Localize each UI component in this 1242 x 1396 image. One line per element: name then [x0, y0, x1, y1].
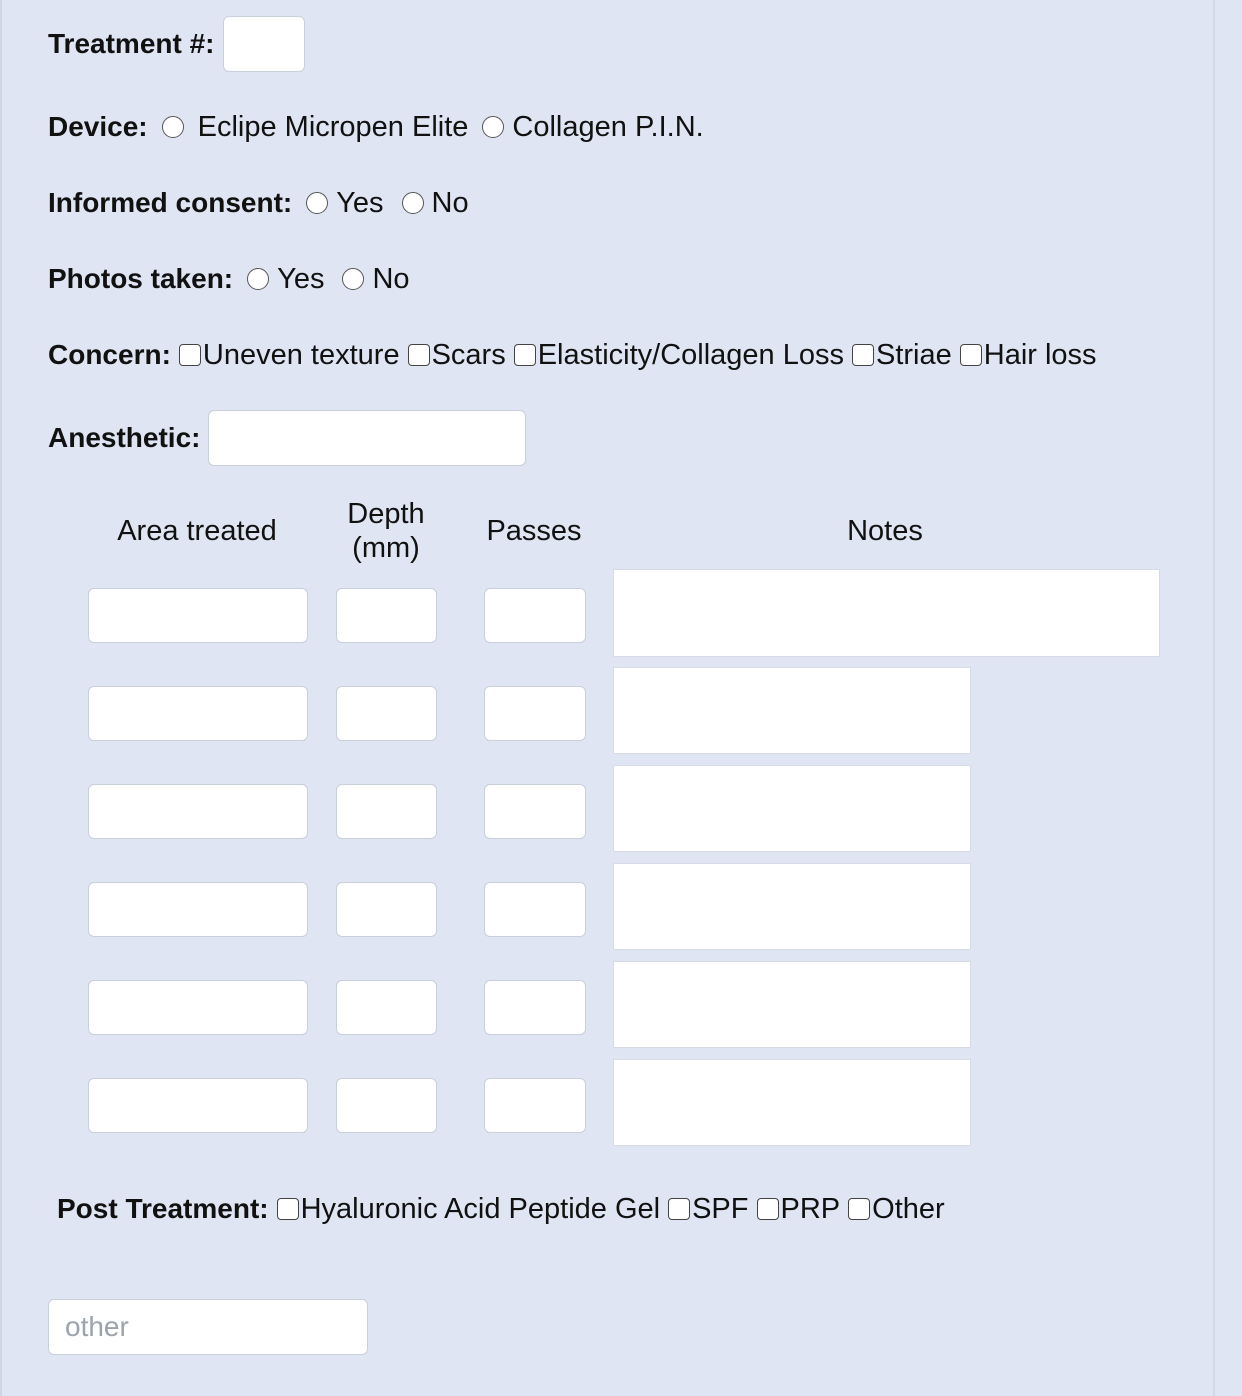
consent-option-no: No	[431, 186, 469, 219]
post-option-spf: SPF	[692, 1192, 749, 1225]
area-treated-input[interactable]	[88, 686, 308, 741]
treatment-number-row	[48, 16, 305, 72]
post-treatment-row	[57, 1190, 945, 1228]
concern-checkbox-uneven-texture[interactable]	[179, 344, 201, 366]
device-label: Device:	[48, 111, 148, 142]
concern-option-elasticity: Elasticity/Collagen Loss	[537, 338, 844, 371]
passes-input[interactable]	[484, 882, 586, 937]
header-depth-line1: Depth	[347, 498, 425, 530]
anesthetic-label: Anesthetic:	[48, 422, 201, 453]
concern-option-scars: Scars	[431, 338, 506, 371]
concern-checkbox-hair-loss[interactable]	[960, 344, 982, 366]
depth-input[interactable]	[336, 686, 437, 741]
depth-input[interactable]	[336, 588, 437, 643]
device-radio-collagen-pin[interactable]	[482, 116, 504, 138]
passes-input[interactable]	[484, 980, 586, 1035]
consent-option-yes: Yes	[336, 186, 384, 219]
notes-textarea[interactable]	[613, 961, 971, 1048]
anesthetic-row	[48, 410, 526, 466]
photos-radio-no[interactable]	[342, 268, 364, 290]
post-treatment-label: Post Treatment:	[57, 1193, 269, 1224]
header-area-treated: Area treated	[117, 515, 277, 547]
post-option-prp: PRP	[780, 1192, 841, 1225]
device-row	[48, 108, 704, 146]
consent-radio-yes[interactable]	[306, 192, 328, 214]
anesthetic-input[interactable]	[208, 410, 526, 466]
concern-option-striae: Striae	[875, 338, 952, 371]
notes-textarea[interactable]	[613, 765, 971, 852]
passes-input[interactable]	[484, 784, 586, 839]
passes-input[interactable]	[484, 1078, 586, 1133]
depth-input[interactable]	[336, 784, 437, 839]
area-treated-input[interactable]	[88, 588, 308, 643]
depth-input[interactable]	[336, 1078, 437, 1133]
header-depth-line2: (mm)	[352, 532, 420, 564]
depth-input[interactable]	[336, 980, 437, 1035]
header-notes: Notes	[847, 515, 923, 547]
concern-checkbox-striae[interactable]	[852, 344, 874, 366]
other-input[interactable]	[48, 1299, 368, 1355]
depth-input[interactable]	[336, 882, 437, 937]
treatment-number-label: Treatment #:	[48, 28, 215, 59]
photos-option-no: No	[372, 262, 410, 295]
passes-input[interactable]	[484, 686, 586, 741]
area-treated-input[interactable]	[88, 882, 308, 937]
device-option-collagen-pin: Collagen P.I.N.	[512, 110, 704, 143]
notes-textarea[interactable]	[613, 1059, 971, 1146]
notes-textarea[interactable]	[613, 863, 971, 950]
post-checkbox-prp[interactable]	[757, 1198, 779, 1220]
header-depth	[336, 497, 436, 565]
right-border	[1213, 0, 1215, 1396]
post-checkbox-other[interactable]	[848, 1198, 870, 1220]
treatment-number-input[interactable]	[223, 16, 305, 72]
post-option-hyaluronic: Hyaluronic Acid Peptide Gel	[300, 1192, 661, 1225]
post-option-other: Other	[872, 1192, 945, 1225]
photos-taken-label: Photos taken:	[48, 263, 234, 294]
left-border	[0, 0, 2, 1396]
area-treated-input[interactable]	[88, 1078, 308, 1133]
device-radio-micropen[interactable]	[162, 116, 184, 138]
concern-label: Concern:	[48, 339, 171, 370]
area-treated-input[interactable]	[88, 784, 308, 839]
passes-input[interactable]	[484, 588, 586, 643]
concern-checkbox-scars[interactable]	[408, 344, 430, 366]
notes-textarea[interactable]	[613, 569, 1160, 657]
concern-row	[48, 336, 1097, 374]
concern-option-hair-loss: Hair loss	[983, 338, 1097, 371]
header-passes: Passes	[486, 515, 582, 547]
device-option-micropen: Eclipe Micropen Elite	[197, 110, 469, 143]
informed-consent-row	[48, 184, 469, 222]
area-treated-input[interactable]	[88, 980, 308, 1035]
consent-radio-no[interactable]	[402, 192, 424, 214]
concern-option-uneven-texture: Uneven texture	[202, 338, 400, 371]
concern-checkbox-elasticity[interactable]	[514, 344, 536, 366]
photos-option-yes: Yes	[277, 262, 325, 295]
post-checkbox-hyaluronic[interactable]	[277, 1198, 299, 1220]
post-checkbox-spf[interactable]	[668, 1198, 690, 1220]
photos-radio-yes[interactable]	[247, 268, 269, 290]
photos-taken-row	[48, 260, 410, 298]
notes-textarea[interactable]	[613, 667, 971, 754]
informed-consent-label: Informed consent:	[48, 187, 293, 218]
